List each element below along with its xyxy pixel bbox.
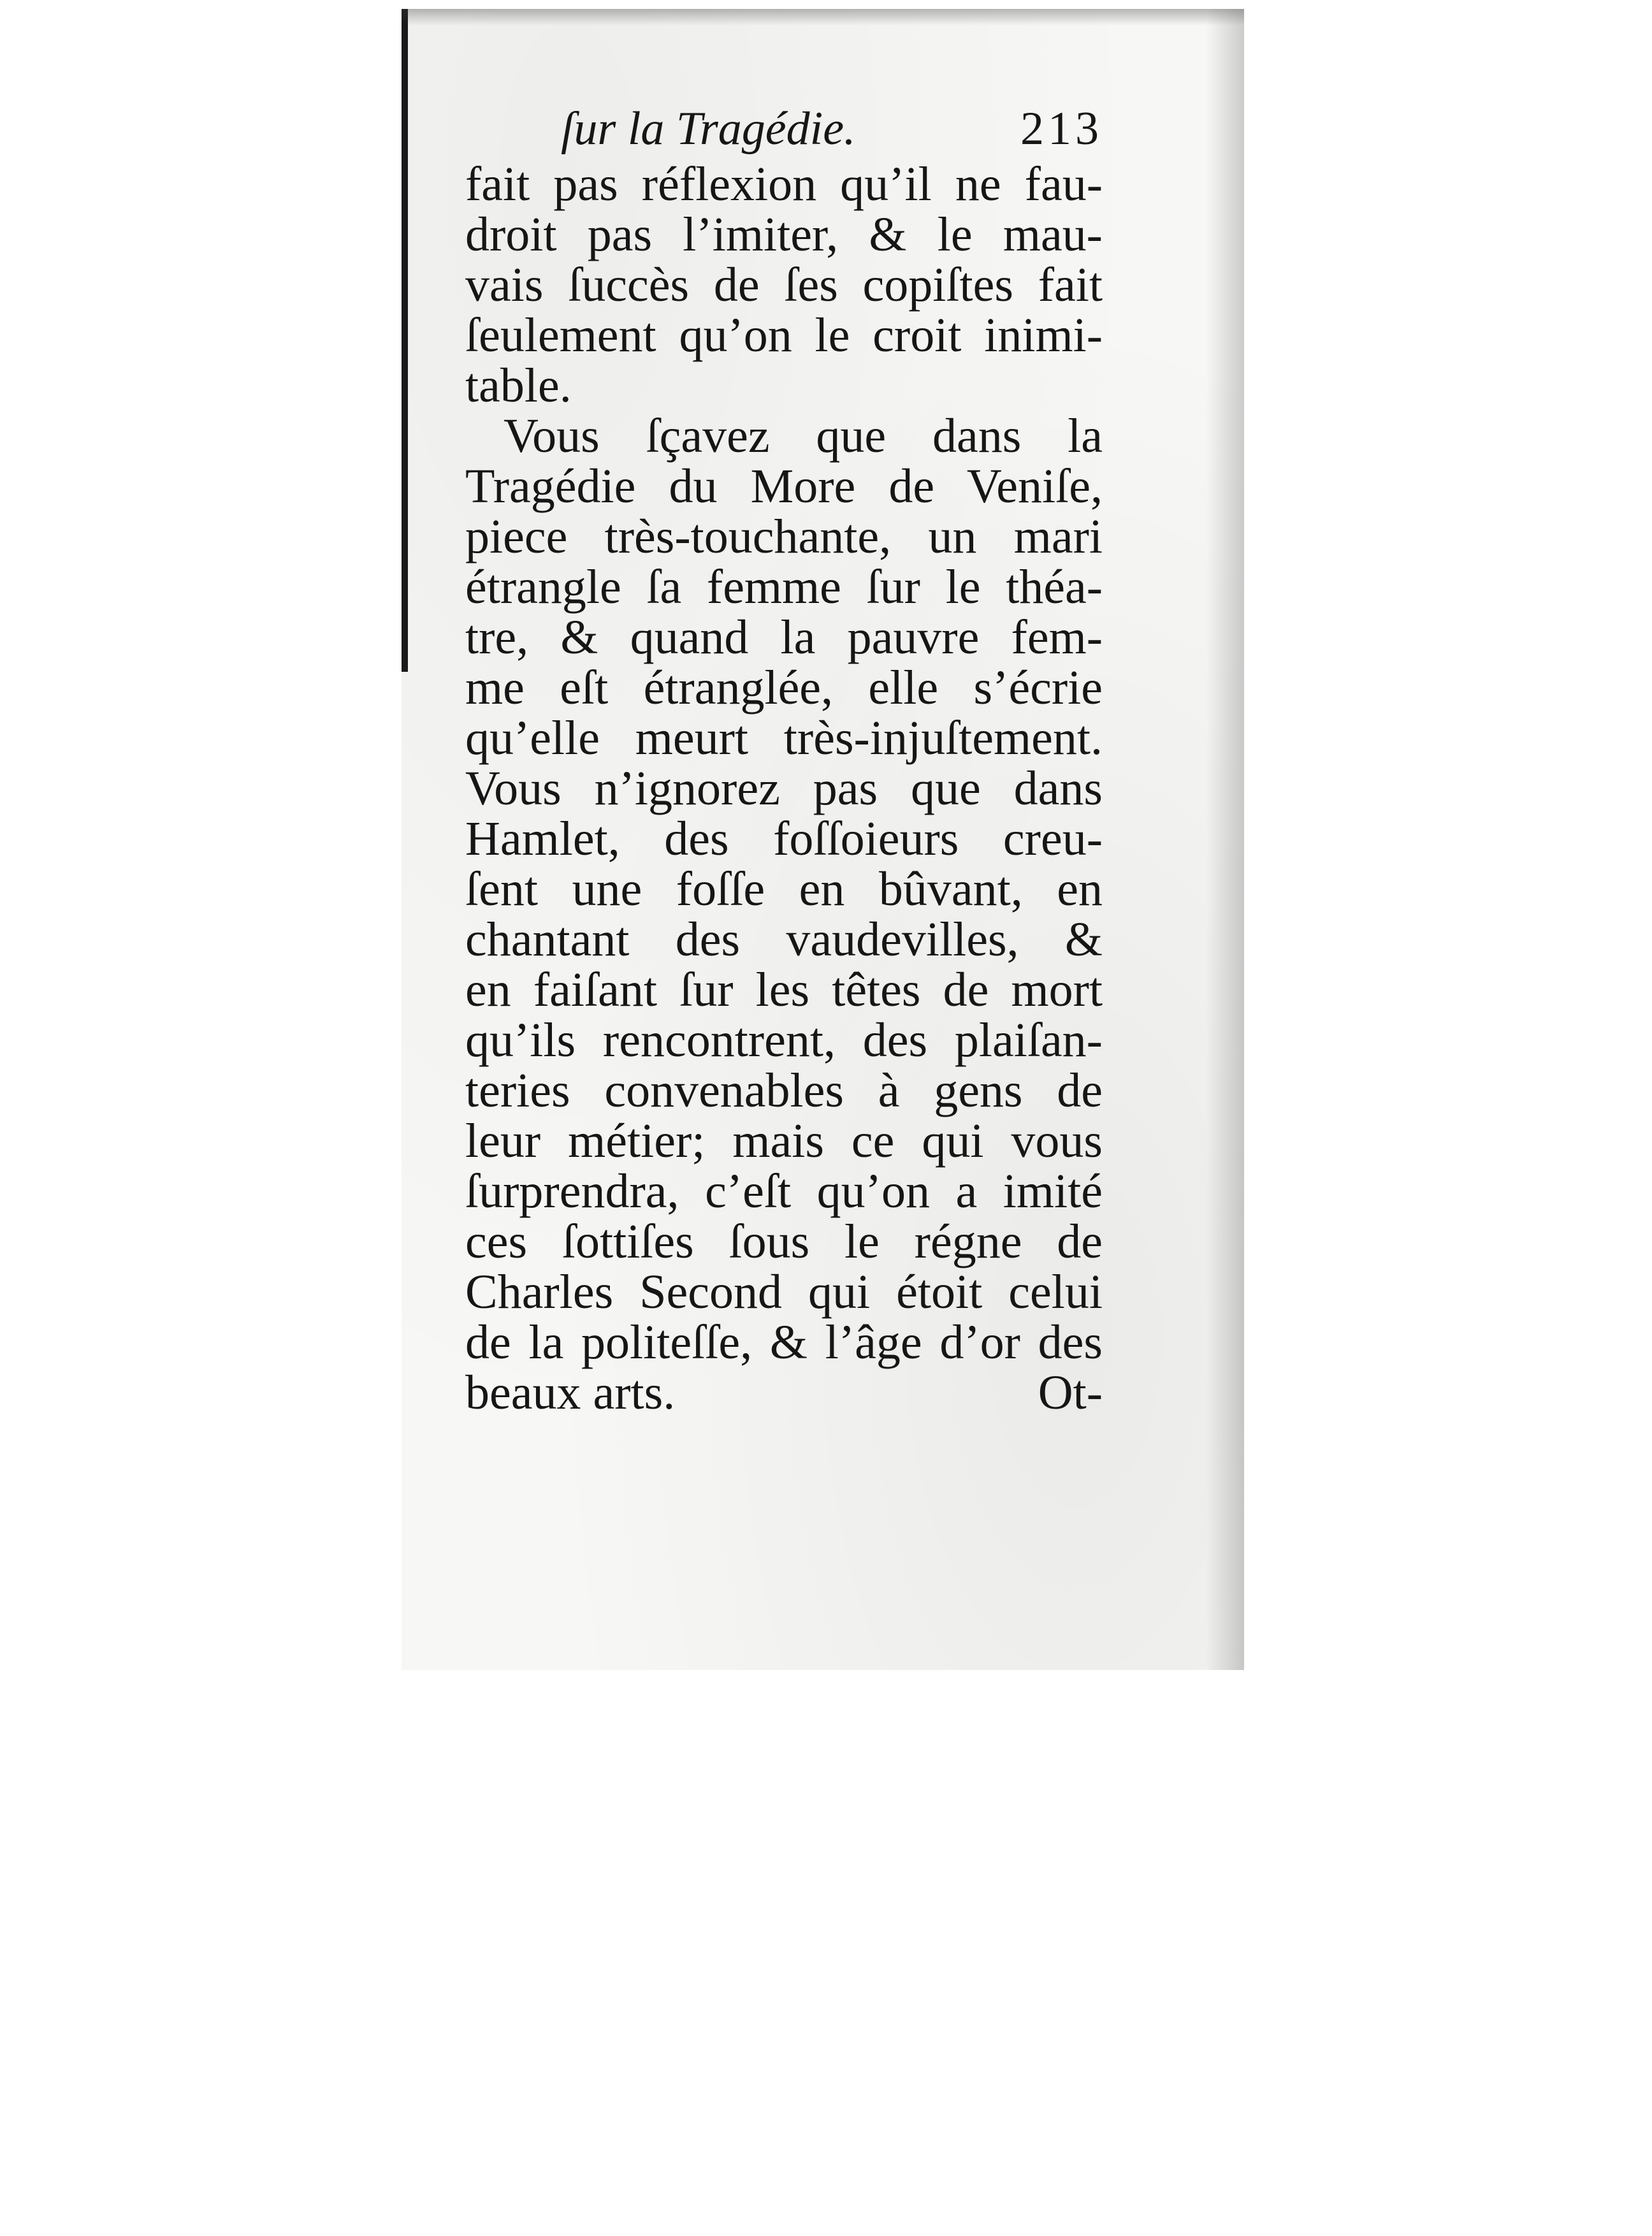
- last-line-text: beaux arts.: [465, 1366, 676, 1419]
- text-line: leur métier; mais ce qui vous: [465, 1114, 1103, 1168]
- right-edge-shadow: [1206, 9, 1244, 1670]
- catchword: Ot-: [1038, 1366, 1103, 1419]
- page-text-block: [465, 98, 1103, 1418]
- text-line: piece très-touchante, un mari: [465, 510, 1103, 563]
- text-line: ſent une foſſe en bûvant, en: [465, 862, 1103, 916]
- text-line: Hamlet, des foſſoieurs creu-: [465, 812, 1103, 866]
- top-edge-shadow: [402, 9, 1244, 25]
- text-line: ſeulement qu’on le croit inimi-: [465, 309, 1103, 362]
- text-line: ces ſottiſes ſous le régne de: [465, 1215, 1103, 1268]
- text-line: vais ſuccès de ſes copiſtes fait: [465, 258, 1103, 312]
- text-line: table.: [465, 359, 572, 412]
- text-line: me eſt étranglée, elle s’écrie: [465, 661, 1103, 715]
- last-line: [465, 1368, 1103, 1418]
- text-line: droit pas l’imiter, & le mau-: [465, 208, 1103, 261]
- text-line: Charles Second qui étoit celui: [465, 1265, 1103, 1319]
- text-line: Tragédie du More de Veniſe,: [465, 460, 1103, 513]
- text-line: chantant des vaudevilles, &: [465, 913, 1103, 966]
- binding-shadow: [402, 9, 408, 672]
- text-line: en faiſant ſur les têtes de mort: [465, 963, 1103, 1017]
- page-number: 213: [1020, 103, 1103, 155]
- text-line: Vous ſçavez que dans la: [504, 409, 1103, 463]
- text-line: de la politeſſe, & l’âge d’or des: [465, 1316, 1103, 1369]
- text-line: fait pas réflexion qu’il ne fau-: [465, 157, 1103, 211]
- text-line: qu’elle meurt très-injuſtement.: [465, 711, 1103, 765]
- text-line: ſurprendra, c’eſt qu’on a imité: [465, 1165, 1103, 1218]
- text-line: étrangle ſa femme ſur le théa-: [465, 560, 1103, 614]
- text-line: Vous n’ignorez pas que dans: [465, 762, 1103, 815]
- scanned-page: [402, 9, 1244, 1670]
- running-head: [465, 98, 1103, 159]
- running-title: ſur la Tragédie.: [561, 103, 856, 155]
- text-line: teries convenables à gens de: [465, 1064, 1103, 1117]
- text-line: qu’ils rencontrent, des plaiſan-: [465, 1013, 1103, 1067]
- text-line: tre, & quand la pauvre fem-: [465, 611, 1103, 664]
